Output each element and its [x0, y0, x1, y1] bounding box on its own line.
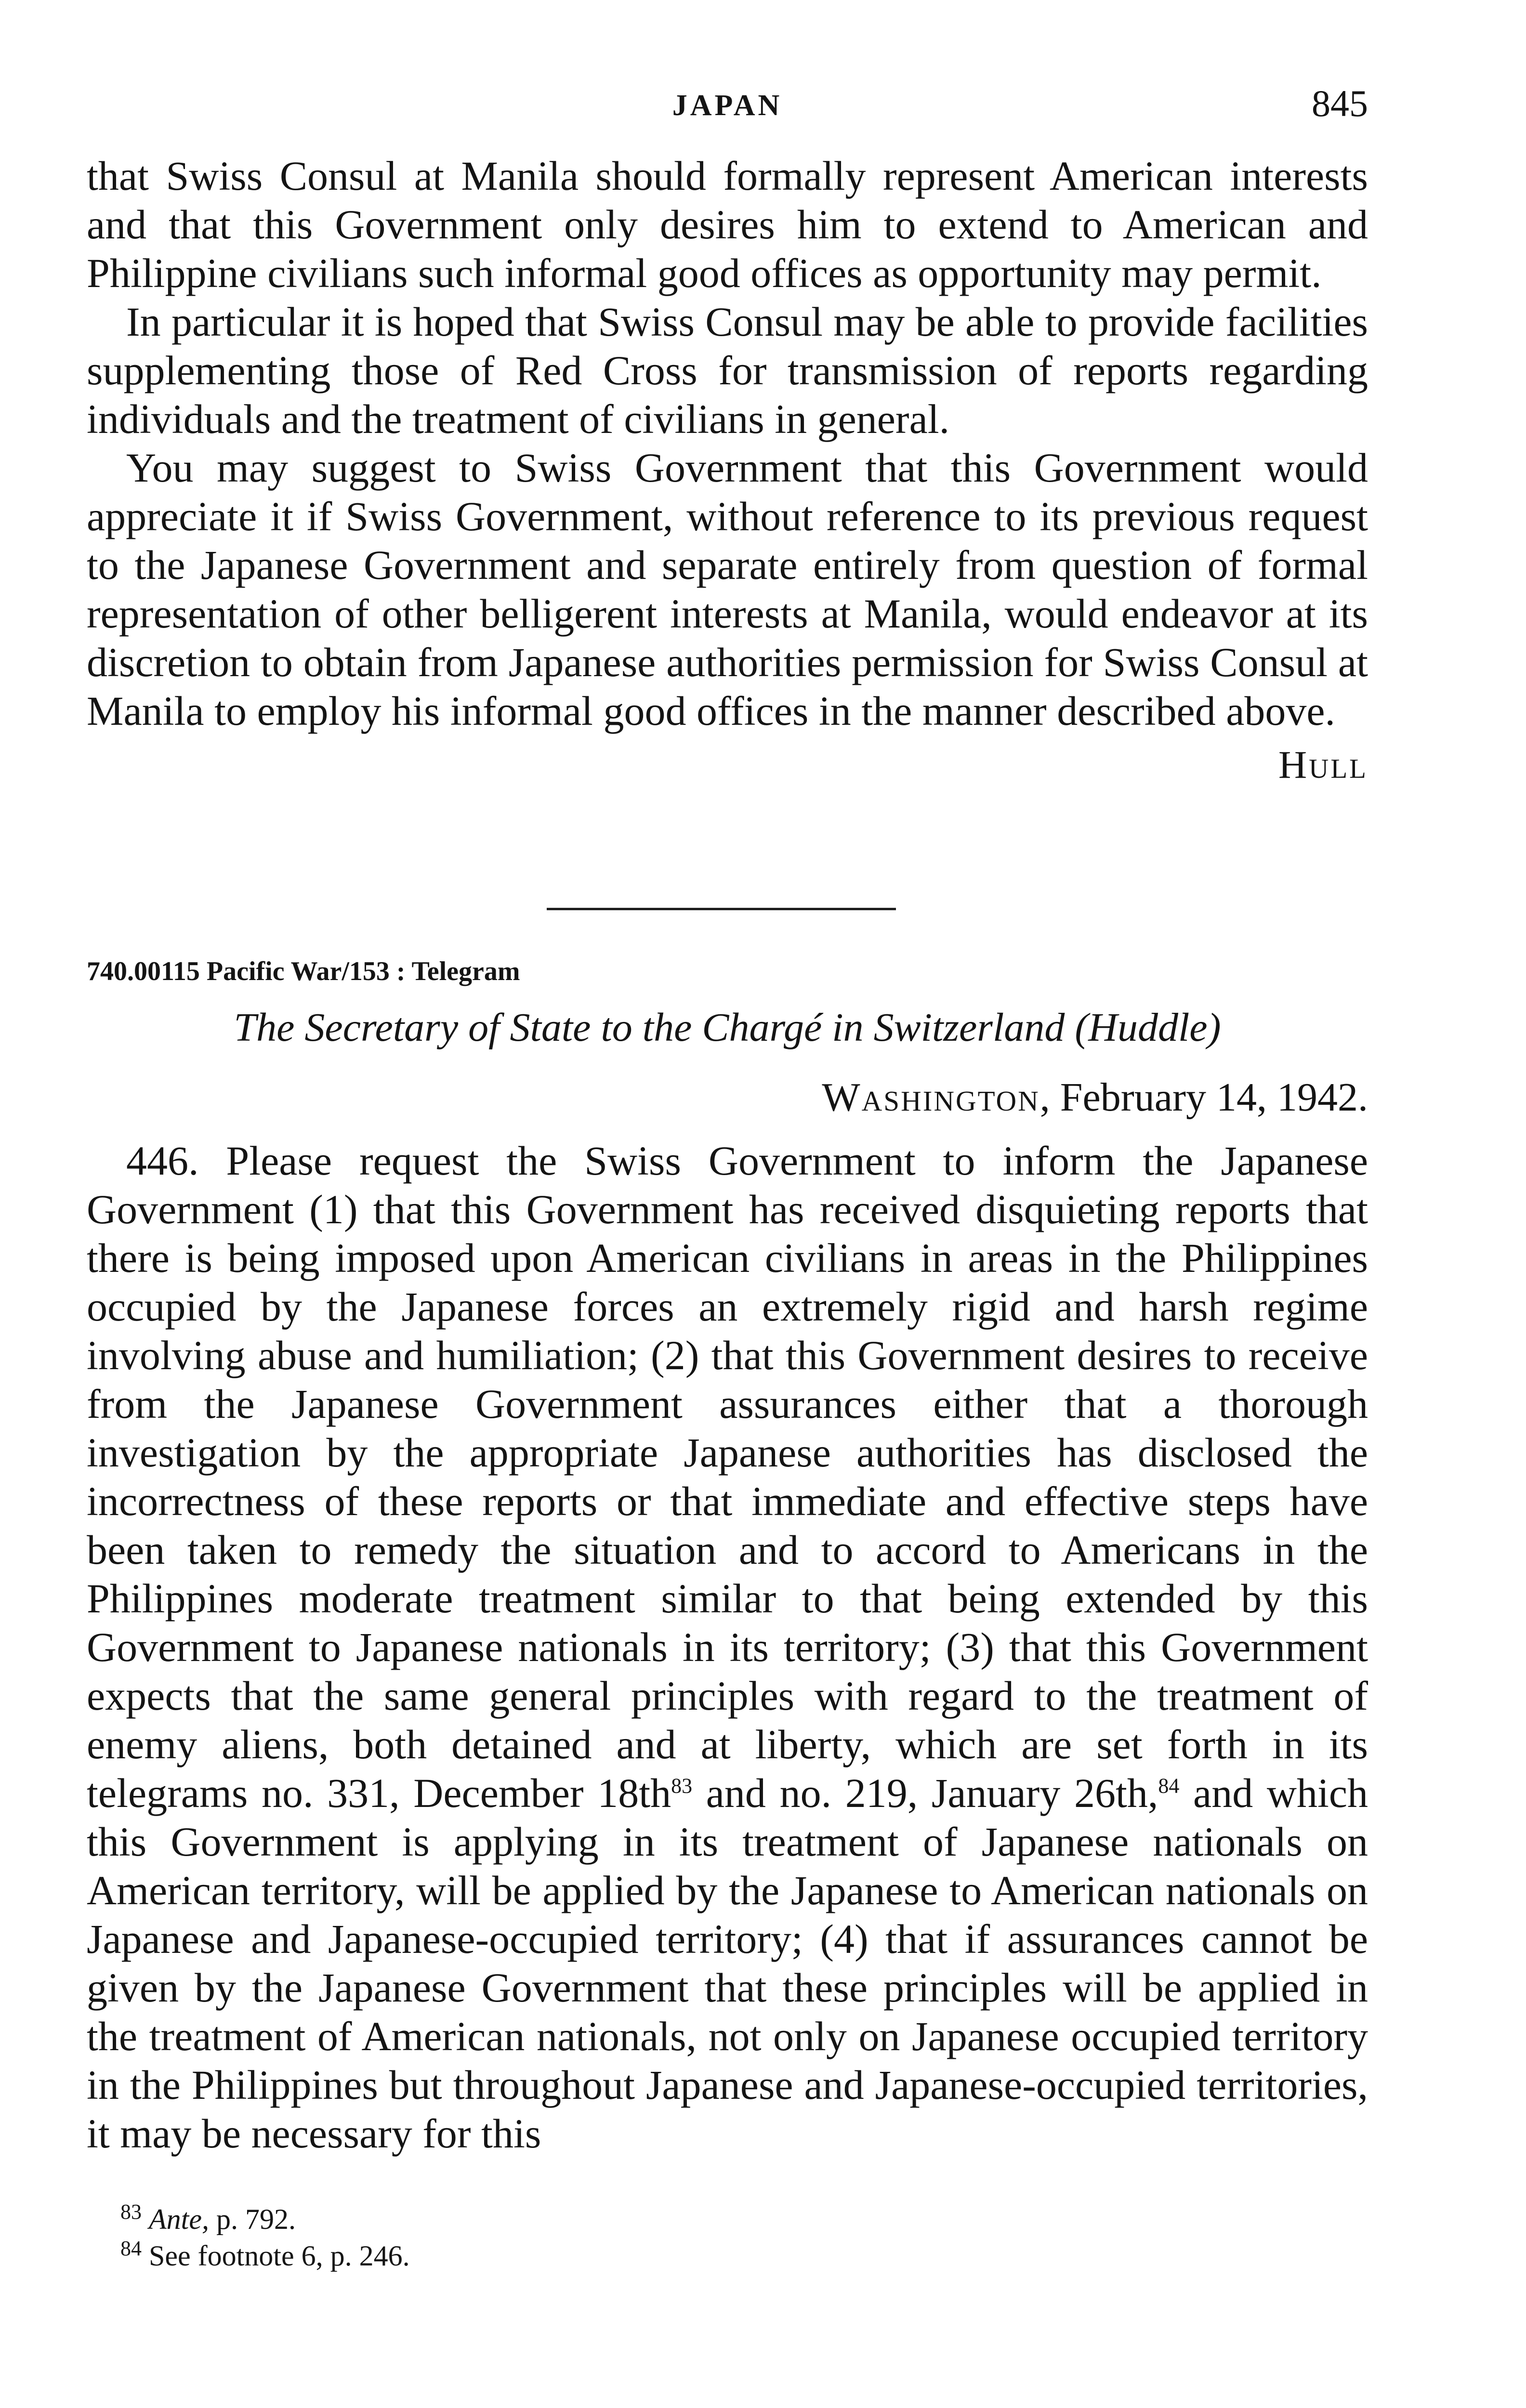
dateline-place: Washington [822, 1075, 1040, 1120]
footnote-83 [87, 2201, 410, 2238]
paragraph-continued: that Swiss Consul at Manila should formally represent American interests and that this Government only desires him to extend to American and Philippine civilians such informal good offices as opportunity may permit. [87, 153, 1368, 296]
signature-hull: Hull [1278, 743, 1368, 786]
footnote-number: 83 [120, 2200, 142, 2224]
telegram-paragraph [87, 1137, 1368, 2158]
footnote-text: See footnote 6, p. 246. [142, 2240, 410, 2272]
footnote-ref-84[interactable]: 84 [1158, 1774, 1180, 1798]
footnote-label: Ante, [149, 2203, 209, 2235]
paragraph: You may suggest to Swiss Government that this Government would appreciate it if Swiss Government, without reference to its previous request to the Japanese Government and separate entirely from question of formal representation of other belligerent interests at Manila, would endeavor at its discretion to obtain from Japanese authorities permission for Swiss Consul at Manila to employ his informal good offices in the manner described above. [87, 445, 1368, 734]
first-document-body [87, 152, 1368, 791]
running-head: JAPAN [672, 89, 783, 122]
document-title: The Secretary of State to the Chargé in Switzerland (Huddle) [234, 1005, 1221, 1050]
dateline [822, 1074, 1368, 1121]
telegram-text-part2: and no. 219, January 26th, [692, 1770, 1158, 1816]
footnote-text: p. 792. [209, 2203, 296, 2235]
footnotes [87, 2201, 410, 2274]
telegram-body [87, 1137, 1368, 2158]
file-reference: 740.00115 Pacific War/153 : Telegram [87, 956, 520, 986]
page-number: 845 [1312, 82, 1368, 124]
footnote-84 [87, 2238, 410, 2274]
footnote-ref-83[interactable]: 83 [671, 1774, 693, 1798]
paragraph: In particular it is hoped that Swiss Consul may be able to provide facilities supplementing those of Red Cross for transmission of reports regarding individuals and the treatment of civilians in general. [87, 299, 1368, 442]
page-header [87, 82, 1368, 135]
footnote-number: 84 [120, 2237, 142, 2260]
dateline-date: , February 14, 1942. [1039, 1075, 1368, 1120]
telegram-text-part1: 446. Please request the Swiss Government to inform the Japanese Government (1) that this Government has received disquieting reports that there is being imposed upon American civilians in areas in the Philippines occupied by the Japanese forces an extremely rigid and harsh regime involving abuse and humiliation; (2) that this Government desires to receive from the Japanese Government assurances either that a thorough investigation by the appropriate Japanese authorities has disclosed the incorrectness of these reports or that immediate and effective steps have been taken to remedy the situation and to accord to Americans in the Philippines moderate treatment similar to that being extended by this Government to Japanese nationals in its territory; (3) that this Government expects that the same general principles with regard to the treatment of enemy aliens, both detained and at liberty, which are set forth in its telegrams no. 331, December 18th [87, 1138, 1368, 1816]
telegram-text-part3: and which this Government is applying in its treatment of Japanese nationals on American territory, will be applied by the Japanese to American nationals on Japanese and Japanese-occupied territory; (4) that if assurances cannot be given by the Japanese Government that these principles will be applied in the treatment of American nationals, not only on Japanese occupied territory in the Philippines but throughout Japanese and Japanese-occupied territories, it may be necessary for this [87, 1770, 1368, 2157]
section-divider [547, 908, 896, 910]
